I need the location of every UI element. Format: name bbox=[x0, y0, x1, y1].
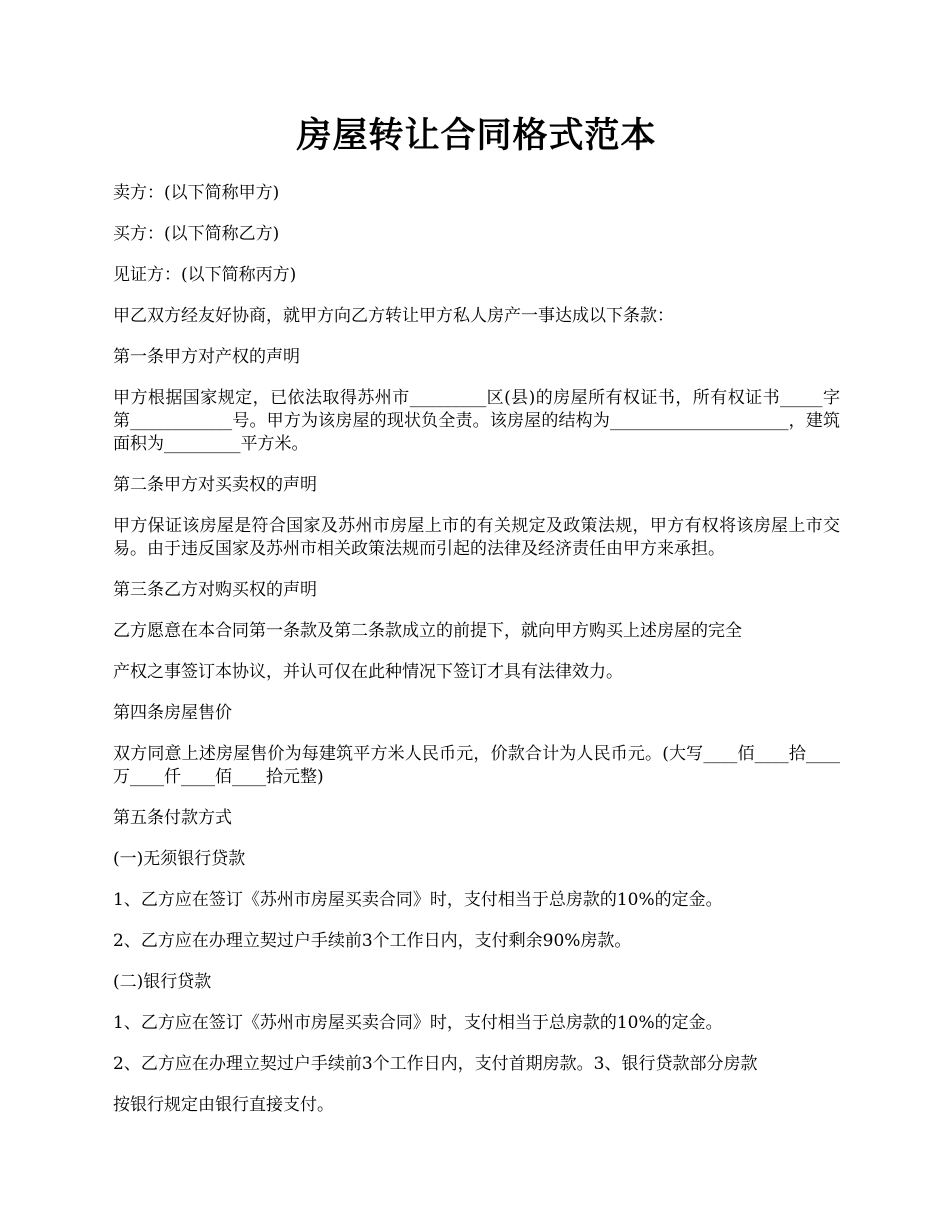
no-loan-item-2: 2、乙方应在办理立契过户手续前3个工作日内，支付剩余90%房款。 bbox=[113, 931, 632, 951]
seller-line: 卖方：(以下简称甲方) bbox=[113, 183, 280, 203]
loan-item-1: 1、乙方应在签订《苏州市房屋买卖合同》时，支付相当于总房款的10%的定金。 bbox=[113, 1013, 723, 1033]
article-1-body: 甲方根据国家规定，已依法取得苏州市_________区(县)的房屋所有权证书，所有权证书_____字第____________号。甲方为该房屋的现状负全责。该房屋的结构为_____________________，建筑面积为_________平方米。 bbox=[113, 388, 840, 454]
article-2-heading: 第二条甲方对买卖权的声明 bbox=[113, 475, 317, 495]
loan-item-3-continued: 按银行规定由银行直接支付。 bbox=[113, 1095, 334, 1115]
no-loan-heading: (一)无须银行贷款 bbox=[113, 849, 246, 869]
article-4-body: 双方同意上述房屋售价为每建筑平方米人民币元，价款合计为人民币元。(大写____佰____拾____万____仟____佰____拾元整) bbox=[113, 744, 840, 787]
loan-heading: (二)银行贷款 bbox=[113, 972, 212, 992]
article-5-heading: 第五条付款方式 bbox=[113, 808, 232, 828]
article-1-heading: 第一条甲方对产权的声明 bbox=[113, 347, 300, 367]
article-3-body-line-1: 乙方愿意在本合同第一条款及第二条款成立的前提下，就向甲方购买上述房屋的完全 bbox=[113, 621, 742, 641]
article-4-heading: 第四条房屋售价 bbox=[113, 703, 232, 723]
document-title: 房屋转让合同格式范本 bbox=[296, 115, 657, 156]
no-loan-item-1: 1、乙方应在签订《苏州市房屋买卖合同》时，支付相当于总房款的10%的定金。 bbox=[113, 890, 723, 910]
article-2-body: 甲方保证该房屋是符合国家及苏州市房屋上市的有关规定及政策法规，甲方有权将该房屋上市交易。由于违反国家及苏州市相关政策法规而引起的法律及经济责任由甲方来承担。 bbox=[113, 516, 840, 559]
loan-item-2-3: 2、乙方应在办理立契过户手续前3个工作日内，支付首期房款。3、银行贷款部分房款 bbox=[113, 1054, 758, 1074]
article-3-body-line-2: 产权之事签订本协议，并认可仅在此种情况下签订才具有法律效力。 bbox=[113, 662, 623, 682]
document-page bbox=[113, 0, 840, 1117]
witness-line: 见证方：(以下简称丙方) bbox=[113, 265, 297, 285]
intro-paragraph: 甲乙双方经友好协商，就甲方向乙方转让甲方私人房产一事达成以下条款： bbox=[113, 306, 674, 326]
buyer-line: 买方：(以下简称乙方) bbox=[113, 224, 280, 244]
article-3-heading: 第三条乙方对购买权的声明 bbox=[113, 580, 317, 600]
